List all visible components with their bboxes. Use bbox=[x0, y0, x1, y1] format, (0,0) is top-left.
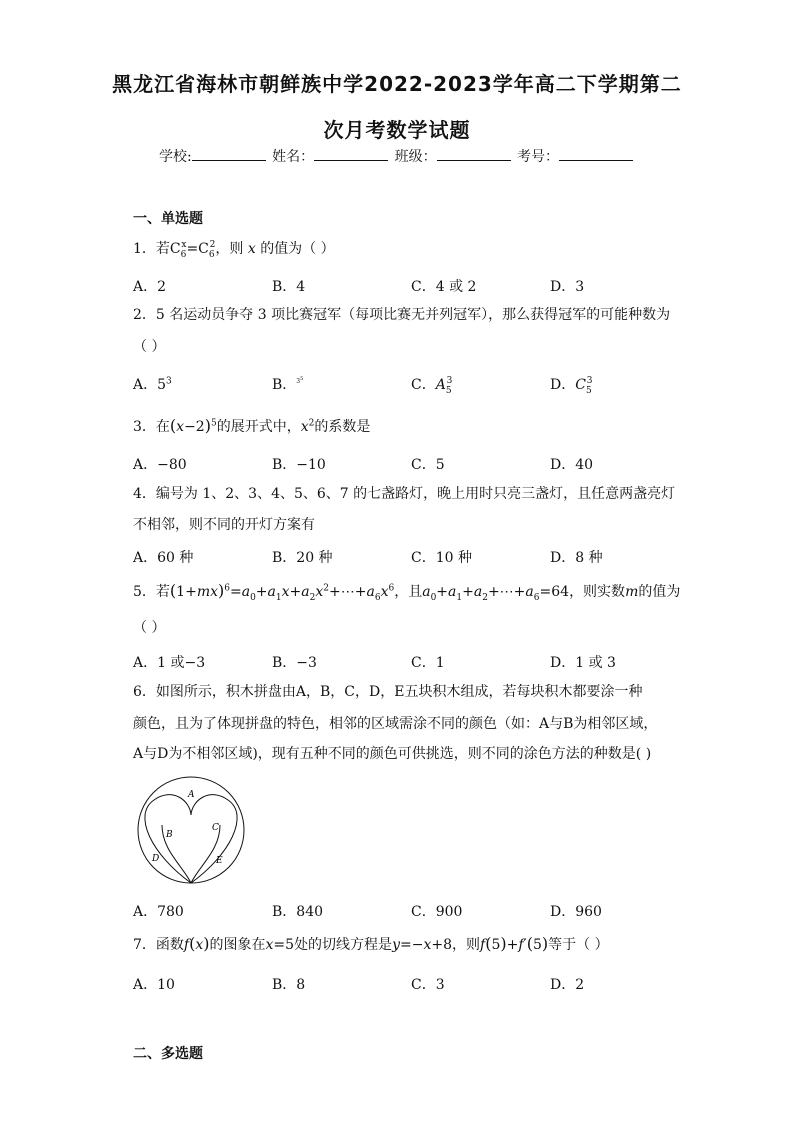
q1-option-a: A．2 bbox=[133, 279, 167, 295]
question-5-line2: （ ） bbox=[133, 620, 166, 636]
q1-option-b: B．4 bbox=[272, 279, 306, 295]
class-blank bbox=[437, 148, 511, 161]
figure-label-b: B bbox=[166, 830, 173, 840]
figure-label-a: A bbox=[188, 790, 195, 800]
q6-option-c: C．900 bbox=[411, 904, 463, 920]
question-4-line2: 不相邻，则不同的开灯方案有 bbox=[133, 517, 315, 533]
q3-option-a: A．−80 bbox=[133, 457, 187, 473]
q4-option-c: C．10 种 bbox=[411, 550, 472, 566]
q5-option-d: D．1 或 3 bbox=[550, 655, 616, 671]
q5-option-c: C．1 bbox=[411, 655, 445, 671]
q7-option-a: A．10 bbox=[133, 977, 175, 993]
q2-option-c: C．$A_5^3$ bbox=[411, 376, 453, 396]
exam-number-blank bbox=[559, 148, 633, 161]
q7-option-d: D．2 bbox=[550, 977, 585, 993]
question-6-line2: 颜色，且为了体现拼盘的特色，相邻的区域需涂不同的颜色（如：A与B为相邻区域， bbox=[133, 716, 658, 732]
section-multi-choice: 二、多选题 bbox=[133, 1046, 203, 1062]
figure-label-c: C bbox=[212, 823, 219, 833]
page-title-line2: 次月考数学试题 bbox=[323, 118, 471, 142]
q4-option-b: B．20 种 bbox=[272, 550, 333, 566]
q4-option-a: A．60 种 bbox=[133, 550, 194, 566]
question-6-line3: A与D为不相邻区域)，现有五种不同的颜色可供挑选，则不同的涂色方法的种数是( ) bbox=[133, 746, 652, 762]
question-1: 1．若$C_6^x=C_6^2$，则 x 的值为（ ） bbox=[133, 240, 335, 260]
q3-option-b: B．−10 bbox=[272, 457, 326, 473]
exam-number-label: 考号： bbox=[517, 149, 560, 165]
name-blank bbox=[314, 148, 388, 161]
page-title-line1: 黑龙江省海林市朝鲜族中学2022-2023学年高二下学期第二 bbox=[112, 72, 682, 96]
student-info-line bbox=[0, 146, 794, 166]
block-puzzle-figure bbox=[132, 775, 252, 887]
q3-option-d: D．40 bbox=[550, 457, 594, 473]
question-5-line1: 5．若$(1+mx)^6=a_0+a_1x+a_2x^2+\cdots+a_6x^6$，且$a_0+a_1+a_2+\cdots+a_6=64$，则实数m的值为 bbox=[133, 581, 681, 603]
q6-option-b: B．840 bbox=[272, 904, 324, 920]
question-6-line1: 6．如图所示，积木拼盘由A，B，C，D，E五块积木组成，若每块积木都要涂一种 bbox=[133, 684, 643, 700]
question-7: 7．函数f(x)的图象在x=5处的切线方程是y=−x+8，则f(5)+f′(5)等于（ ） bbox=[133, 934, 609, 953]
q2-option-a: A．$5^3$ bbox=[133, 376, 172, 393]
q3-option-c: C．5 bbox=[411, 457, 445, 473]
q1-option-d: D．3 bbox=[550, 279, 585, 295]
q5-option-a: A．1 或−3 bbox=[133, 655, 206, 671]
question-2-line2: （ ） bbox=[133, 339, 166, 355]
q2-option-b: B．$^{3^5}$ bbox=[272, 376, 304, 393]
q1-option-c: C．4 或 2 bbox=[411, 279, 477, 295]
q6-option-a: A．780 bbox=[133, 904, 184, 920]
school-label: 学校: bbox=[158, 149, 192, 165]
section-single-choice: 一、单选题 bbox=[133, 211, 203, 227]
q2-option-d: D．$C_5^3$ bbox=[550, 376, 593, 396]
question-3: 3．在$(x-2)^5$的展开式中，$x^2$的系数是 bbox=[133, 416, 371, 435]
class-label: 班级： bbox=[394, 149, 437, 165]
figure-label-e: E bbox=[216, 856, 223, 866]
question-4-line1: 4．编号为 1、2、3、4、5、6、7 的七盏路灯，晚上用时只亮三盏灯，且任意两盏亮灯 bbox=[133, 486, 676, 502]
q7-option-b: B．8 bbox=[272, 977, 306, 993]
name-label: 姓名： bbox=[272, 149, 315, 165]
figure-label-d: D bbox=[152, 854, 160, 864]
question-2-line1: 2．5 名运动员争夺 3 项比赛冠军（每项比赛无并列冠军），那么获得冠军的可能种数为 bbox=[133, 307, 671, 323]
q7-option-c: C．3 bbox=[411, 977, 445, 993]
q6-option-d: D．960 bbox=[550, 904, 602, 920]
q5-option-b: B．−3 bbox=[272, 655, 317, 671]
school-blank bbox=[192, 148, 266, 161]
q4-option-d: D．8 种 bbox=[550, 550, 603, 566]
